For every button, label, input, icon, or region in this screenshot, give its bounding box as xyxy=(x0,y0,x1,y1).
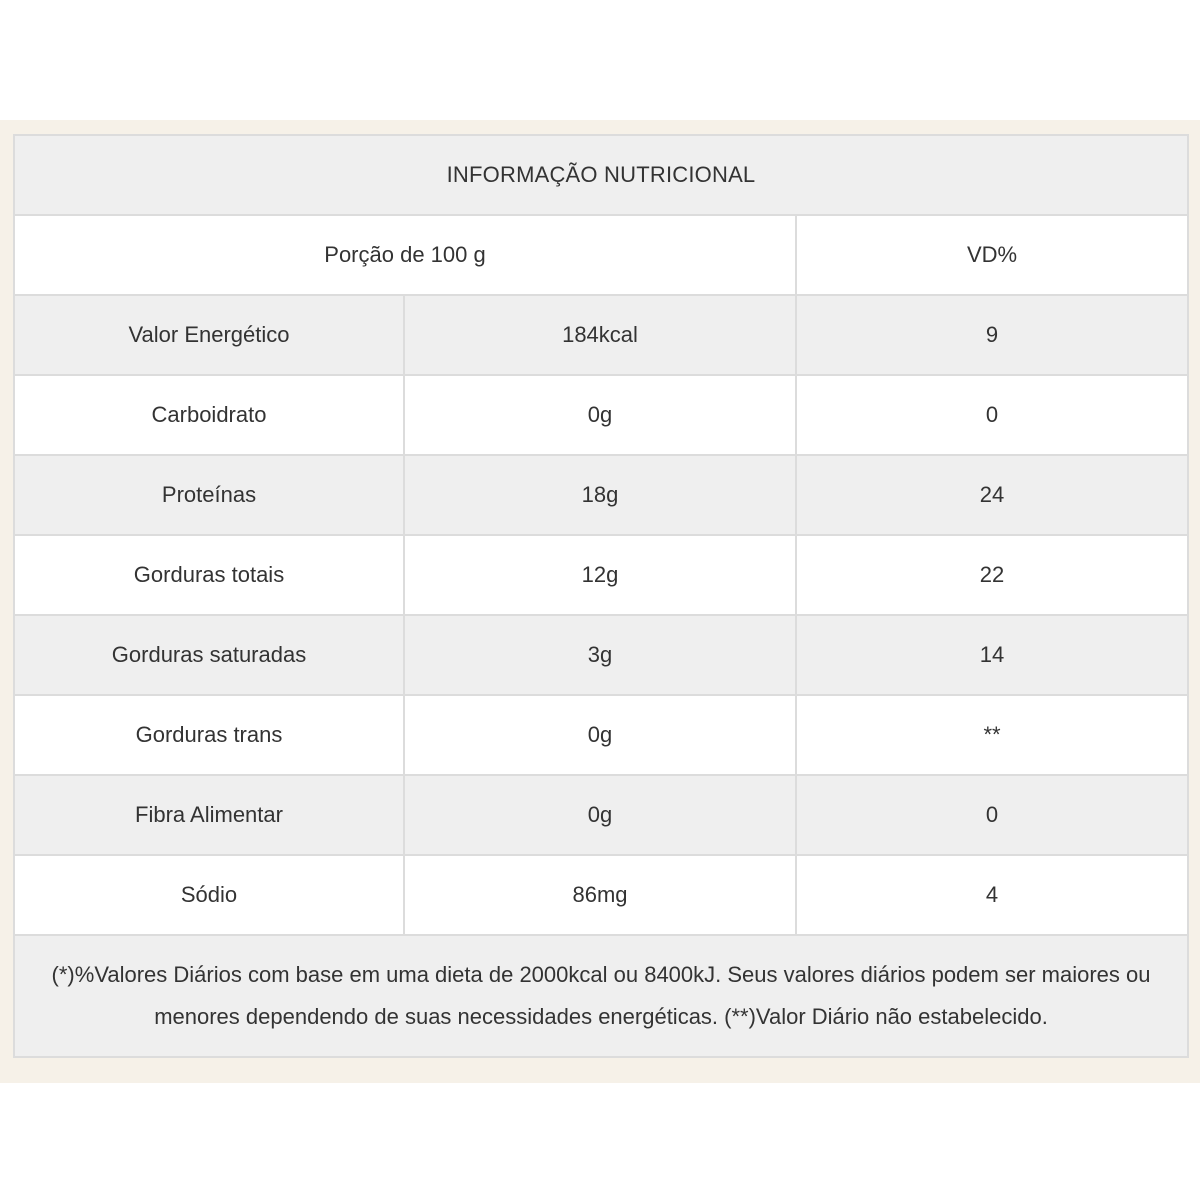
table-row xyxy=(14,695,1188,775)
footnote-text: (*)%Valores Diários com base em uma dieta de 2000kcal ou 8400kJ. Seus valores diários podem ser maiores ou menores dependendo de suas necessidades energéticas. (**)Valor Diário não estabelecido. xyxy=(14,935,1188,1057)
nutrient-label: Carboidrato xyxy=(14,375,404,455)
table-title: INFORMAÇÃO NUTRICIONAL xyxy=(14,135,1188,215)
table-row xyxy=(14,615,1188,695)
nutrient-daily-value: 9 xyxy=(796,295,1188,375)
nutrient-label: Gorduras trans xyxy=(14,695,404,775)
nutrient-amount: 0g xyxy=(404,695,796,775)
nutrient-label: Proteínas xyxy=(14,455,404,535)
nutrient-amount: 3g xyxy=(404,615,796,695)
nutrient-daily-value: 22 xyxy=(796,535,1188,615)
nutrient-daily-value: ** xyxy=(796,695,1188,775)
nutrient-daily-value: 0 xyxy=(796,375,1188,455)
nutrient-label: Fibra Alimentar xyxy=(14,775,404,855)
table-row xyxy=(14,375,1188,455)
nutrient-daily-value: 14 xyxy=(796,615,1188,695)
nutrient-amount: 86mg xyxy=(404,855,796,935)
portion-header: Porção de 100 g xyxy=(14,215,796,295)
nutrient-amount: 0g xyxy=(404,775,796,855)
nutrient-daily-value: 4 xyxy=(796,855,1188,935)
nutrient-label: Gorduras totais xyxy=(14,535,404,615)
table-row xyxy=(14,455,1188,535)
nutrient-label: Gorduras saturadas xyxy=(14,615,404,695)
nutrient-daily-value: 24 xyxy=(796,455,1188,535)
nutrient-amount: 12g xyxy=(404,535,796,615)
nutrition-facts-table xyxy=(13,134,1189,1058)
footnote-row xyxy=(14,935,1188,1057)
table-row xyxy=(14,855,1188,935)
table-row xyxy=(14,295,1188,375)
nutrient-daily-value: 0 xyxy=(796,775,1188,855)
nutrient-label: Sódio xyxy=(14,855,404,935)
nutrient-amount: 184kcal xyxy=(404,295,796,375)
nutrient-label: Valor Energético xyxy=(14,295,404,375)
nutrient-amount: 18g xyxy=(404,455,796,535)
table-row xyxy=(14,775,1188,855)
nutrient-amount: 0g xyxy=(404,375,796,455)
daily-value-header: VD% xyxy=(796,215,1188,295)
table-header-row xyxy=(14,215,1188,295)
table-title-row xyxy=(14,135,1188,215)
table-row xyxy=(14,535,1188,615)
